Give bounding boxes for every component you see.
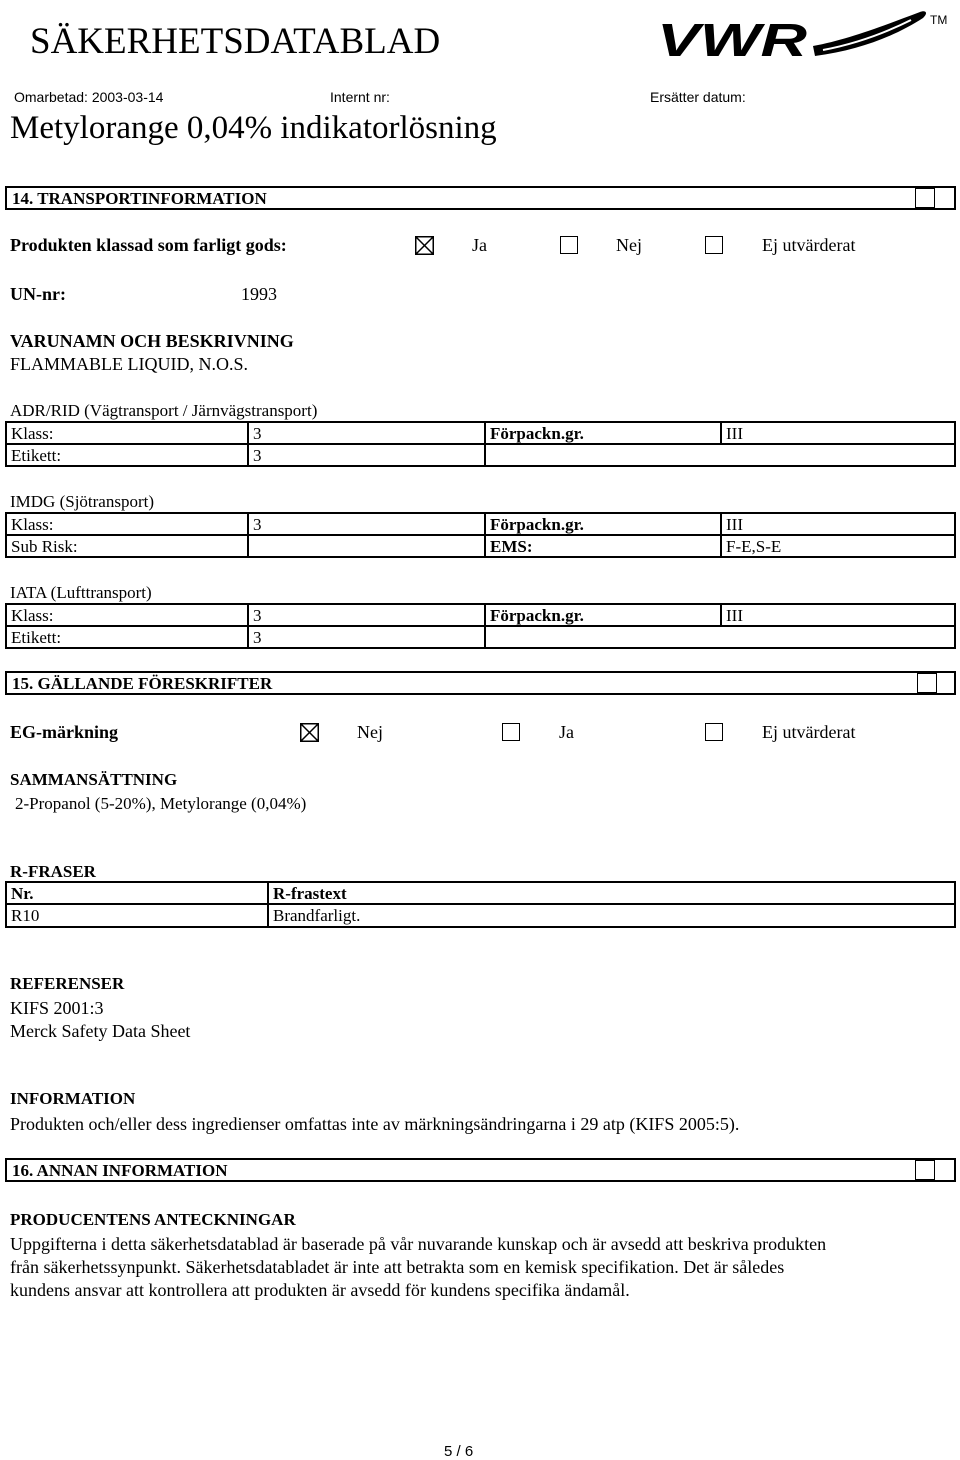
- eg-no-checkbox[interactable]: [300, 723, 319, 742]
- document-type-title: SÄKERHETSDATABLAD: [30, 21, 441, 62]
- eg-unassessed-checkbox[interactable]: [705, 723, 723, 741]
- imdg-pg-label: Förpackn.gr.: [490, 515, 584, 534]
- r-phrases-header-row: [5, 881, 956, 905]
- iata-label-label: Etikett:: [11, 628, 62, 647]
- revised-date: Omarbetad: 2003-03-14: [14, 89, 164, 105]
- imdg-subrisk-label: Sub Risk:: [11, 537, 78, 556]
- dangerous-no-label: Nej: [616, 235, 642, 255]
- reference-item: KIFS 2001:3: [10, 998, 104, 1018]
- section-15-title: 15. GÄLLANDE FÖRESKRIFTER: [12, 674, 273, 693]
- eg-yes-checkbox[interactable]: [502, 723, 520, 741]
- internal-number: Internt nr:: [330, 89, 390, 105]
- imdg-ems-label: EMS:: [490, 537, 533, 556]
- section-14-bar: [5, 186, 956, 210]
- vwr-logo-mark: [655, 4, 955, 74]
- iata-pg-value: III: [726, 606, 743, 625]
- iata-pg-label: Förpackn.gr.: [490, 606, 584, 625]
- producer-notes-line: Uppgifterna i detta säkerhetsdatablad är baserade på vår nuvarande kunskap och är avsedd att beskriva produkten: [10, 1234, 827, 1254]
- eg-unassessed-label: Ej utvärderat: [762, 722, 856, 742]
- information-text: Produkten och/eller dess ingredienser omfattas inte av märkningsändringarna i 29 atp (KIFS 2005:5).: [10, 1114, 740, 1134]
- dangerous-yes-checkbox[interactable]: [415, 236, 434, 255]
- dangerous-unassessed-label: Ej utvärderat: [762, 235, 856, 255]
- iata-label-row: [5, 625, 956, 649]
- adr-class-row: [5, 421, 956, 445]
- r-phrase-text: Brandfarligt.: [273, 906, 361, 925]
- producer-notes-line: från säkerhetssynpunkt. Säkerhetsdatabladet är inte att betrakta som en kemisk specifikation. Det är således: [10, 1257, 785, 1277]
- adr-class-value: 3: [253, 424, 262, 443]
- adr-label-label: Etikett:: [11, 446, 62, 465]
- section-15-bar: [5, 671, 956, 695]
- imdg-subrisk-row: [5, 534, 956, 558]
- composition-heading: SAMMANSÄTTNING: [10, 770, 178, 789]
- iata-class-label: Klass:: [11, 606, 54, 625]
- un-number-value: 1993: [241, 284, 277, 304]
- un-number-label: UN-nr:: [10, 284, 66, 304]
- product-description-value: FLAMMABLE LIQUID, N.O.S.: [10, 354, 248, 374]
- producer-notes-heading: PRODUCENTENS ANTECKNINGAR: [10, 1210, 296, 1229]
- producer-notes-line: kundens ansvar att kontrollera att produkten är avsedd för kundens specifika ändamål.: [10, 1280, 630, 1300]
- dangerous-unassessed-checkbox[interactable]: [705, 236, 723, 254]
- eg-yes-label: Ja: [559, 722, 574, 742]
- product-description-heading: VARUNAMN OCH BESKRIVNING: [10, 331, 294, 351]
- adr-label-row: [5, 443, 956, 467]
- svg-text:VWR: VWR: [657, 14, 807, 66]
- section-14-checkbox[interactable]: [915, 188, 935, 208]
- imdg-pg-value: III: [726, 515, 743, 534]
- imdg-ems-value: F-E,S-E: [726, 537, 782, 556]
- vwr-logo: [655, 4, 955, 74]
- dangerous-no-checkbox[interactable]: [560, 236, 578, 254]
- imdg-class-label: Klass:: [11, 515, 54, 534]
- composition-value: 2-Propanol (5-20%), Metylorange (0,04%): [15, 794, 307, 813]
- iata-class-value: 3: [253, 606, 262, 625]
- section-16-title: 16. ANNAN INFORMATION: [12, 1161, 228, 1180]
- eg-marking-label: EG-märkning: [10, 722, 119, 742]
- iata-label-value: 3: [253, 628, 262, 647]
- references-heading: REFERENSER: [10, 974, 125, 993]
- section-14-title: 14. TRANSPORTINFORMATION: [12, 189, 267, 208]
- table-row: [5, 903, 956, 928]
- replaces-date: Ersätter datum:: [650, 89, 746, 105]
- r-phrases-col-text: R-frastext: [273, 884, 347, 903]
- eg-no-label: Nej: [357, 722, 383, 742]
- section-15-checkbox[interactable]: [917, 673, 937, 693]
- adr-pg-value: III: [726, 424, 743, 443]
- information-heading: INFORMATION: [10, 1089, 136, 1108]
- svg-text:TM: TM: [930, 13, 948, 27]
- iata-class-row: [5, 603, 956, 627]
- r-phrases-col-nr: Nr.: [11, 884, 34, 903]
- page-number: 5 / 6: [444, 1443, 474, 1460]
- r-phrase-nr: R10: [11, 906, 40, 925]
- iata-heading: IATA (Lufttransport): [10, 583, 152, 602]
- imdg-class-row: [5, 512, 956, 536]
- dangerous-goods-label: Produkten klassad som farligt gods:: [10, 235, 287, 255]
- adr-class-label: Klass:: [11, 424, 54, 443]
- imdg-class-value: 3: [253, 515, 262, 534]
- r-phrases-heading: R-FRASER: [10, 862, 96, 881]
- section-16-bar: [5, 1158, 956, 1182]
- reference-item: Merck Safety Data Sheet: [10, 1021, 191, 1041]
- product-name: Metylorange 0,04% indikatorlösning: [10, 110, 497, 146]
- section-16-checkbox[interactable]: [915, 1160, 935, 1180]
- dangerous-yes-label: Ja: [472, 235, 487, 255]
- adr-heading: ADR/RID (Vägtransport / Järnvägstransport): [10, 401, 318, 420]
- imdg-heading: IMDG (Sjötransport): [10, 492, 155, 511]
- adr-label-value: 3: [253, 446, 262, 465]
- adr-pg-label: Förpackn.gr.: [490, 424, 584, 443]
